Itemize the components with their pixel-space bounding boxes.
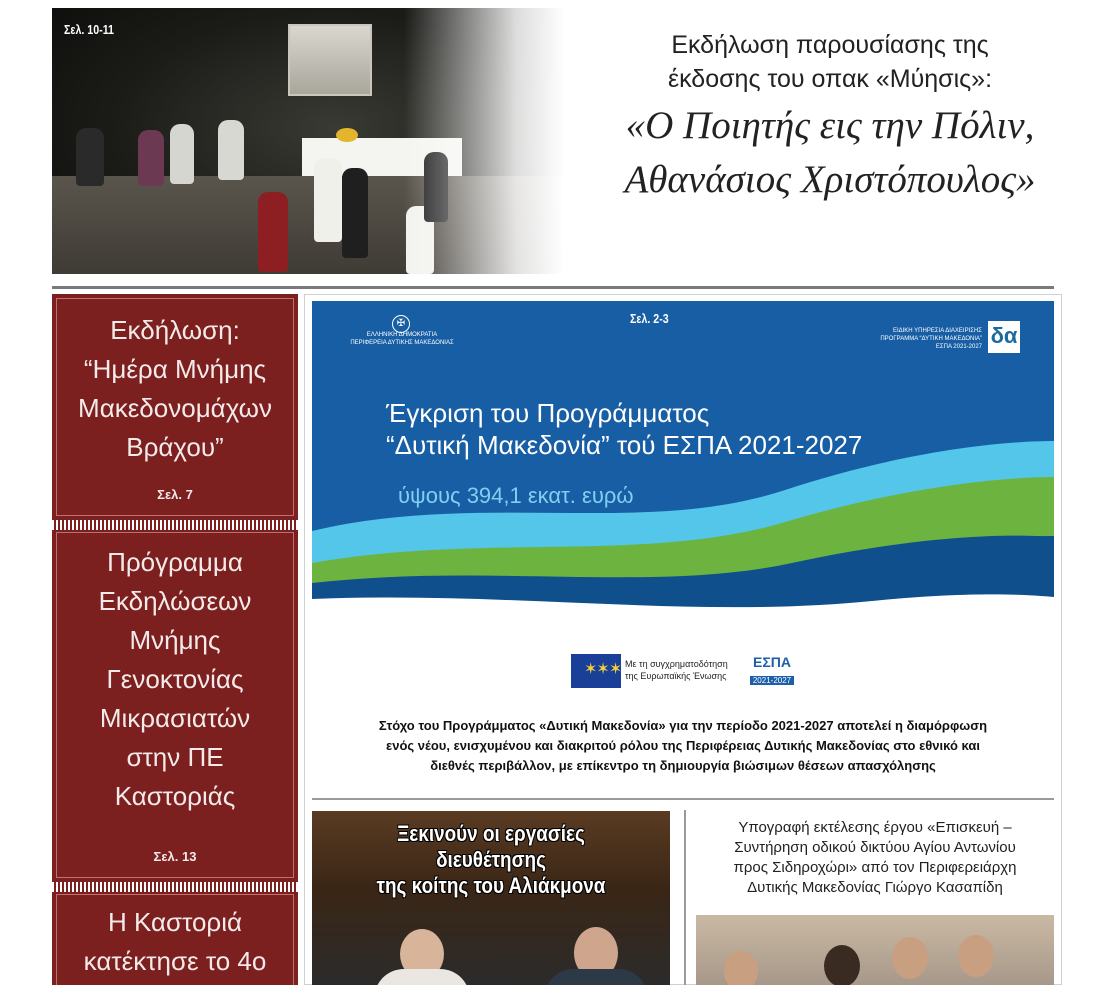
greek-emblem-icon: ✠ — [392, 315, 410, 333]
sidebar-item-line: Μικρασιατών — [99, 703, 251, 733]
managing-authority-line: ΕΣΠΑ 2021-2027 — [935, 344, 982, 350]
sidebar-divider — [52, 882, 298, 892]
sidebar-item-events-program[interactable] — [56, 532, 294, 878]
banner-amount: ύψους 394,1 εκατ. ευρώ — [398, 483, 634, 508]
person-photo — [958, 935, 994, 977]
section-rule — [312, 798, 1054, 800]
sidebar-item-line: κατέκτησε το 4ο — [83, 946, 267, 976]
region-header — [332, 331, 472, 347]
managing-authority-line: ΕΙΔΙΚΗ ΥΠΗΡΕΣΙΑ ΔΙΑΧΕΙΡΙΣΗΣ — [892, 328, 982, 334]
sidebar-item-line: Μνήμης — [129, 625, 221, 655]
eu-flag-icon: ✶✶✶ — [571, 654, 621, 688]
article-title-line: της κοίτης του Αλιάκμονα — [376, 873, 606, 898]
region-header-line: ΕΛΛΗΝΙΚΗ ΔΗΜΟΚΡΑΤΙΑ — [366, 332, 438, 338]
headline-title-2: Αθανάσιος Χριστόπουλος» — [624, 158, 1036, 201]
sidebar-item-line: Καστοριάς — [114, 781, 236, 811]
article-title-line: Δυτικής Μακεδονίας Γιώργο Κασαπίδη — [747, 879, 1003, 896]
cofunding-line: της Ευρωπαϊκής Ένωσης — [625, 671, 727, 681]
page-tag: Σελ. 10-11 — [64, 22, 114, 37]
caption-line: διεθνές περιβάλλον, με επίκεντρο τη δημιουργία βιώσιμων θέσεων απασχόλησης — [430, 758, 936, 773]
musician-figure — [170, 124, 194, 184]
sidebar — [52, 294, 298, 985]
person-photo — [724, 951, 758, 985]
sidebar-item-line: στην ΠΕ — [126, 742, 224, 772]
article-title-line: Υπογραφή εκτέλεσης έργου «Επισκευή – — [738, 819, 1012, 836]
cofunding-text — [625, 658, 728, 682]
musician-figure — [218, 120, 244, 180]
sidebar-item-line: Πρόγραμμα — [107, 547, 243, 577]
program-logo-icon: δα — [988, 321, 1020, 353]
managing-authority-line: ΠΡΟΓΡΑΜΜΑ “ΔΥΤΙΚΗ ΜΑΚΕΔΟΝΙΑ” — [880, 336, 982, 342]
sidebar-item-line: Βράχου” — [126, 432, 224, 462]
cofunding-logos — [571, 654, 801, 688]
person-photo — [824, 945, 860, 985]
musician-figure — [76, 128, 104, 186]
headline-subtitle-2: έκδοσης του οπακ «Μύησις»: — [667, 65, 993, 93]
musician-figure — [138, 130, 164, 186]
page-tag: Σελ. 7 — [157, 487, 193, 502]
banner-title-line: Έγκριση του Προγράμματος — [386, 398, 710, 428]
article-road-contract-photo — [696, 915, 1054, 985]
dancer-figure — [342, 168, 368, 258]
page-tag: Σελ. 13 — [153, 849, 197, 864]
caption-line: ενός νέου, ενισχυμένου και διακριτού ρόλου της Περιφέρειας Δυτικής Μακεδονίας στο εθνικό και — [386, 738, 980, 753]
sidebar-item-line: Η Καστοριά — [107, 907, 243, 937]
banner-title — [386, 397, 862, 461]
sidebar-item-line: Εκδήλωση: — [110, 315, 240, 345]
event-photo — [52, 8, 564, 274]
espa-logo — [747, 654, 797, 688]
espa-label: ΕΣΠΑ — [753, 654, 791, 670]
headline-subtitle-1: Εκδήλωση παρουσίασης της — [671, 31, 989, 59]
page-tag: Σελ. 2-3 — [630, 311, 669, 326]
article-title-line: Ξεκινούν οι εργασίες — [397, 821, 585, 846]
flower-arrangement — [336, 128, 358, 142]
banner-title-line: “Δυτική Μακεδονία” τού ΕΣΠΑ 2021-2027 — [386, 430, 863, 460]
person-photo — [892, 937, 928, 979]
espa-banner[interactable] — [312, 301, 1054, 631]
sidebar-item-kastoria[interactable] — [56, 894, 294, 985]
caption-line: Στόχο του Προγράμματος «Δυτική Μακεδονία» για την περίοδο 2021-2027 αποτελεί η διαμόρφωση — [378, 718, 988, 733]
photo-fade — [404, 8, 564, 274]
managing-authority-header — [832, 327, 982, 351]
article-title — [337, 821, 645, 899]
article-road-contract-title[interactable] — [696, 818, 1054, 898]
sidebar-item-line: Εκδηλώσεων — [98, 586, 252, 616]
headline-title-1: «Ο Ποιητής εις την Πόλιν, — [625, 104, 1035, 147]
projection-screen — [288, 24, 372, 96]
person-photo — [374, 969, 470, 985]
column-rule — [684, 810, 686, 985]
article-title-line: Συντήρηση οδικού δικτύου Αγίου Αντωνίου — [734, 839, 1016, 856]
person-photo — [544, 969, 648, 985]
sidebar-item-line: “Ημέρα Μνήμης — [83, 354, 267, 384]
sidebar-item-memorial-day[interactable] — [56, 298, 294, 516]
dancer-figure — [314, 158, 342, 242]
article-title-line: προς Σιδηροχώρι» από τον Περιφερειάρχη — [733, 859, 1017, 876]
region-header-line: ΠΕΡΙΦΕΡΕΙΑ ΔΥΤΙΚΗΣ ΜΑΚΕΔΟΝΙΑΣ — [350, 340, 454, 346]
sidebar-divider — [52, 520, 298, 530]
feature-headline — [570, 28, 1090, 204]
section-rule — [52, 286, 1054, 289]
banner-caption — [312, 716, 1054, 776]
article-aliakmonas[interactable] — [312, 811, 670, 985]
espa-years: 2021-2027 — [750, 676, 794, 685]
sidebar-item-line: Γενοκτονίας — [106, 664, 244, 694]
article-title-line: διευθέτησης — [436, 847, 546, 872]
sidebar-item-line: Μακεδονομάχων — [78, 393, 272, 423]
cofunding-line: Με τη συγχρηματοδότηση — [625, 659, 728, 669]
dancer-figure — [258, 192, 288, 272]
